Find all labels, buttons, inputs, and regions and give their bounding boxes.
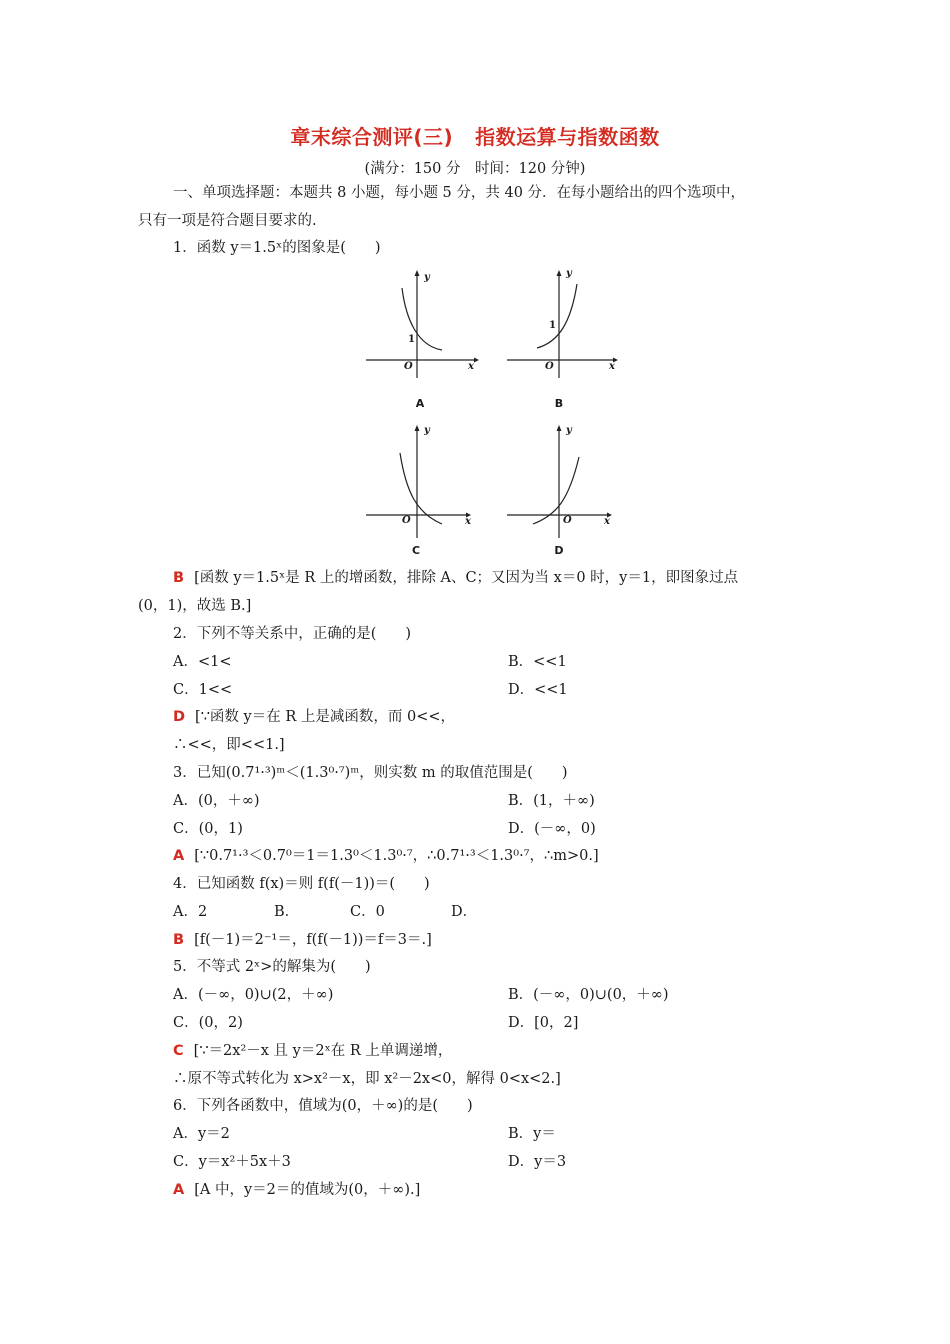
q5-stem: 5．不等式 2ˣ>的解集为( ) (173, 959, 371, 975)
section-heading-line1: 一、单项选择题：本题共 8 小题，每小题 5 分，共 40 分．在每小题给出的四个选项中， (173, 185, 746, 201)
q5-explanation-line2: ∴原不等式转化为 x>x²－x，即 x²－2x<0，解得 0<x<2.] (173, 1071, 561, 1087)
q1-answer: B (173, 570, 185, 586)
exam-info: (满分：150 分 时间：120 分钟) (364, 161, 586, 177)
origin-label: O (545, 361, 554, 372)
q2-option-b: B．<<1 (508, 654, 567, 670)
q6-option-b: B．y＝ (508, 1126, 556, 1142)
origin-label: O (404, 361, 413, 372)
q5-option-d: D．[0，2] (508, 1015, 579, 1031)
title-topic: 指数运算与指数函数 (475, 125, 660, 149)
graph-a-caption: A (415, 397, 425, 410)
q6-explanation: A [A 中，y＝2＝的值域为(0，＋∞).] (173, 1182, 421, 1198)
y-label: y (424, 272, 430, 283)
q2-option-c: C．1<< (173, 682, 233, 698)
section-heading-line2: 只有一项是符合题目要求的. (138, 213, 317, 229)
q4-option-a: A．2 (173, 904, 208, 920)
q5-option-c: C．(0，2) (173, 1015, 243, 1031)
q3-stem: 3．已知(0.7¹·³)ᵐ＜(1.3⁰·⁷)ᵐ，则实数 m 的取值范围是( ) (173, 765, 568, 781)
graph-c (366, 423, 481, 538)
q2-option-a: A．<1< (173, 654, 232, 670)
q4-option-b: B． (274, 904, 300, 920)
graph-b (507, 268, 622, 378)
graph-a (366, 268, 481, 378)
q3-explanation: A [∵0.7¹·³＜0.7⁰＝1＝1.3⁰＜1.3⁰·⁷，∴0.7¹·³＜1.3⁰·⁷，∴m>0.] (173, 848, 599, 864)
q1-explanation-line2: (0，1)，故选 B.] (138, 598, 252, 614)
q2-option-d: D．<<1 (508, 682, 568, 698)
one-label: 1 (549, 320, 556, 331)
q3-option-a: A．(0，＋∞) (173, 793, 260, 809)
x-label: x (468, 361, 474, 372)
q4-stem: 4．已知函数 f(x)＝则 f(f(－1))＝( ) (173, 876, 430, 892)
origin-label: O (402, 515, 411, 526)
q3-option-c: C．(0，1) (173, 821, 243, 837)
q2-stem: 2．下列不等关系中，正确的是( ) (173, 626, 412, 642)
curve-d (533, 457, 579, 524)
q3-answer: A (173, 848, 185, 864)
q6-stem: 6．下列各函数中，值域为(0，＋∞)的是( ) (173, 1098, 473, 1114)
graph-d (507, 423, 622, 538)
origin-label: O (563, 515, 572, 526)
curve-c (400, 453, 442, 524)
curve-b (537, 284, 577, 348)
graph-c-caption: C (411, 544, 421, 557)
q5-answer: C (173, 1043, 184, 1059)
x-label: x (465, 516, 471, 527)
y-label: y (566, 425, 572, 436)
one-label: 1 (408, 334, 415, 345)
q6-option-a: A．y＝2 (173, 1126, 230, 1142)
q5-option-a: A．(－∞，0)∪(2，＋∞) (173, 987, 334, 1003)
q3-option-b: B．(1，＋∞) (508, 793, 595, 809)
q4-option-c: C．0 (350, 904, 385, 920)
q4-answer: B (173, 932, 185, 948)
q3-option-d: D．(－∞，0) (508, 821, 596, 837)
q1-explanation-line1: B [函数 y＝1.5ˣ是 R 上的增函数，排除 A、C；又因为当 x＝0 时，y＝1，即图象过点 (173, 570, 739, 586)
x-label: x (609, 361, 615, 372)
q6-option-d: D．y＝3 (508, 1154, 567, 1170)
title-chapter: 章末综合测评(三) (290, 125, 454, 149)
page-title (0, 121, 950, 150)
y-label: y (566, 268, 572, 279)
q4-option-d: D． (451, 904, 478, 920)
q2-explanation-line2: ∴<<，即<<1.] (173, 737, 285, 753)
q2-answer: D (173, 709, 186, 725)
graph-d-caption: D (554, 544, 564, 557)
q2-explanation-line1: D [∵函数 y＝在 R 上是减函数，而 0<<， (173, 709, 455, 725)
graph-b-caption: B (554, 397, 564, 410)
q6-answer: A (173, 1182, 185, 1198)
q5-explanation-line1: C [∵＝2x²－x 且 y＝2ˣ在 R 上单调递增， (173, 1043, 453, 1059)
y-label: y (424, 425, 430, 436)
q4-explanation: B [f(－1)＝2⁻¹＝，f(f(－1))＝f＝3＝.] (173, 932, 432, 948)
x-label: x (604, 516, 610, 527)
q6-option-c: C．y＝x²＋5x＋3 (173, 1154, 291, 1170)
q1-stem: 1．函数 y＝1.5ˣ的图象是( ) (173, 240, 381, 256)
q5-option-b: B．(－∞，0)∪(0，＋∞) (508, 987, 669, 1003)
